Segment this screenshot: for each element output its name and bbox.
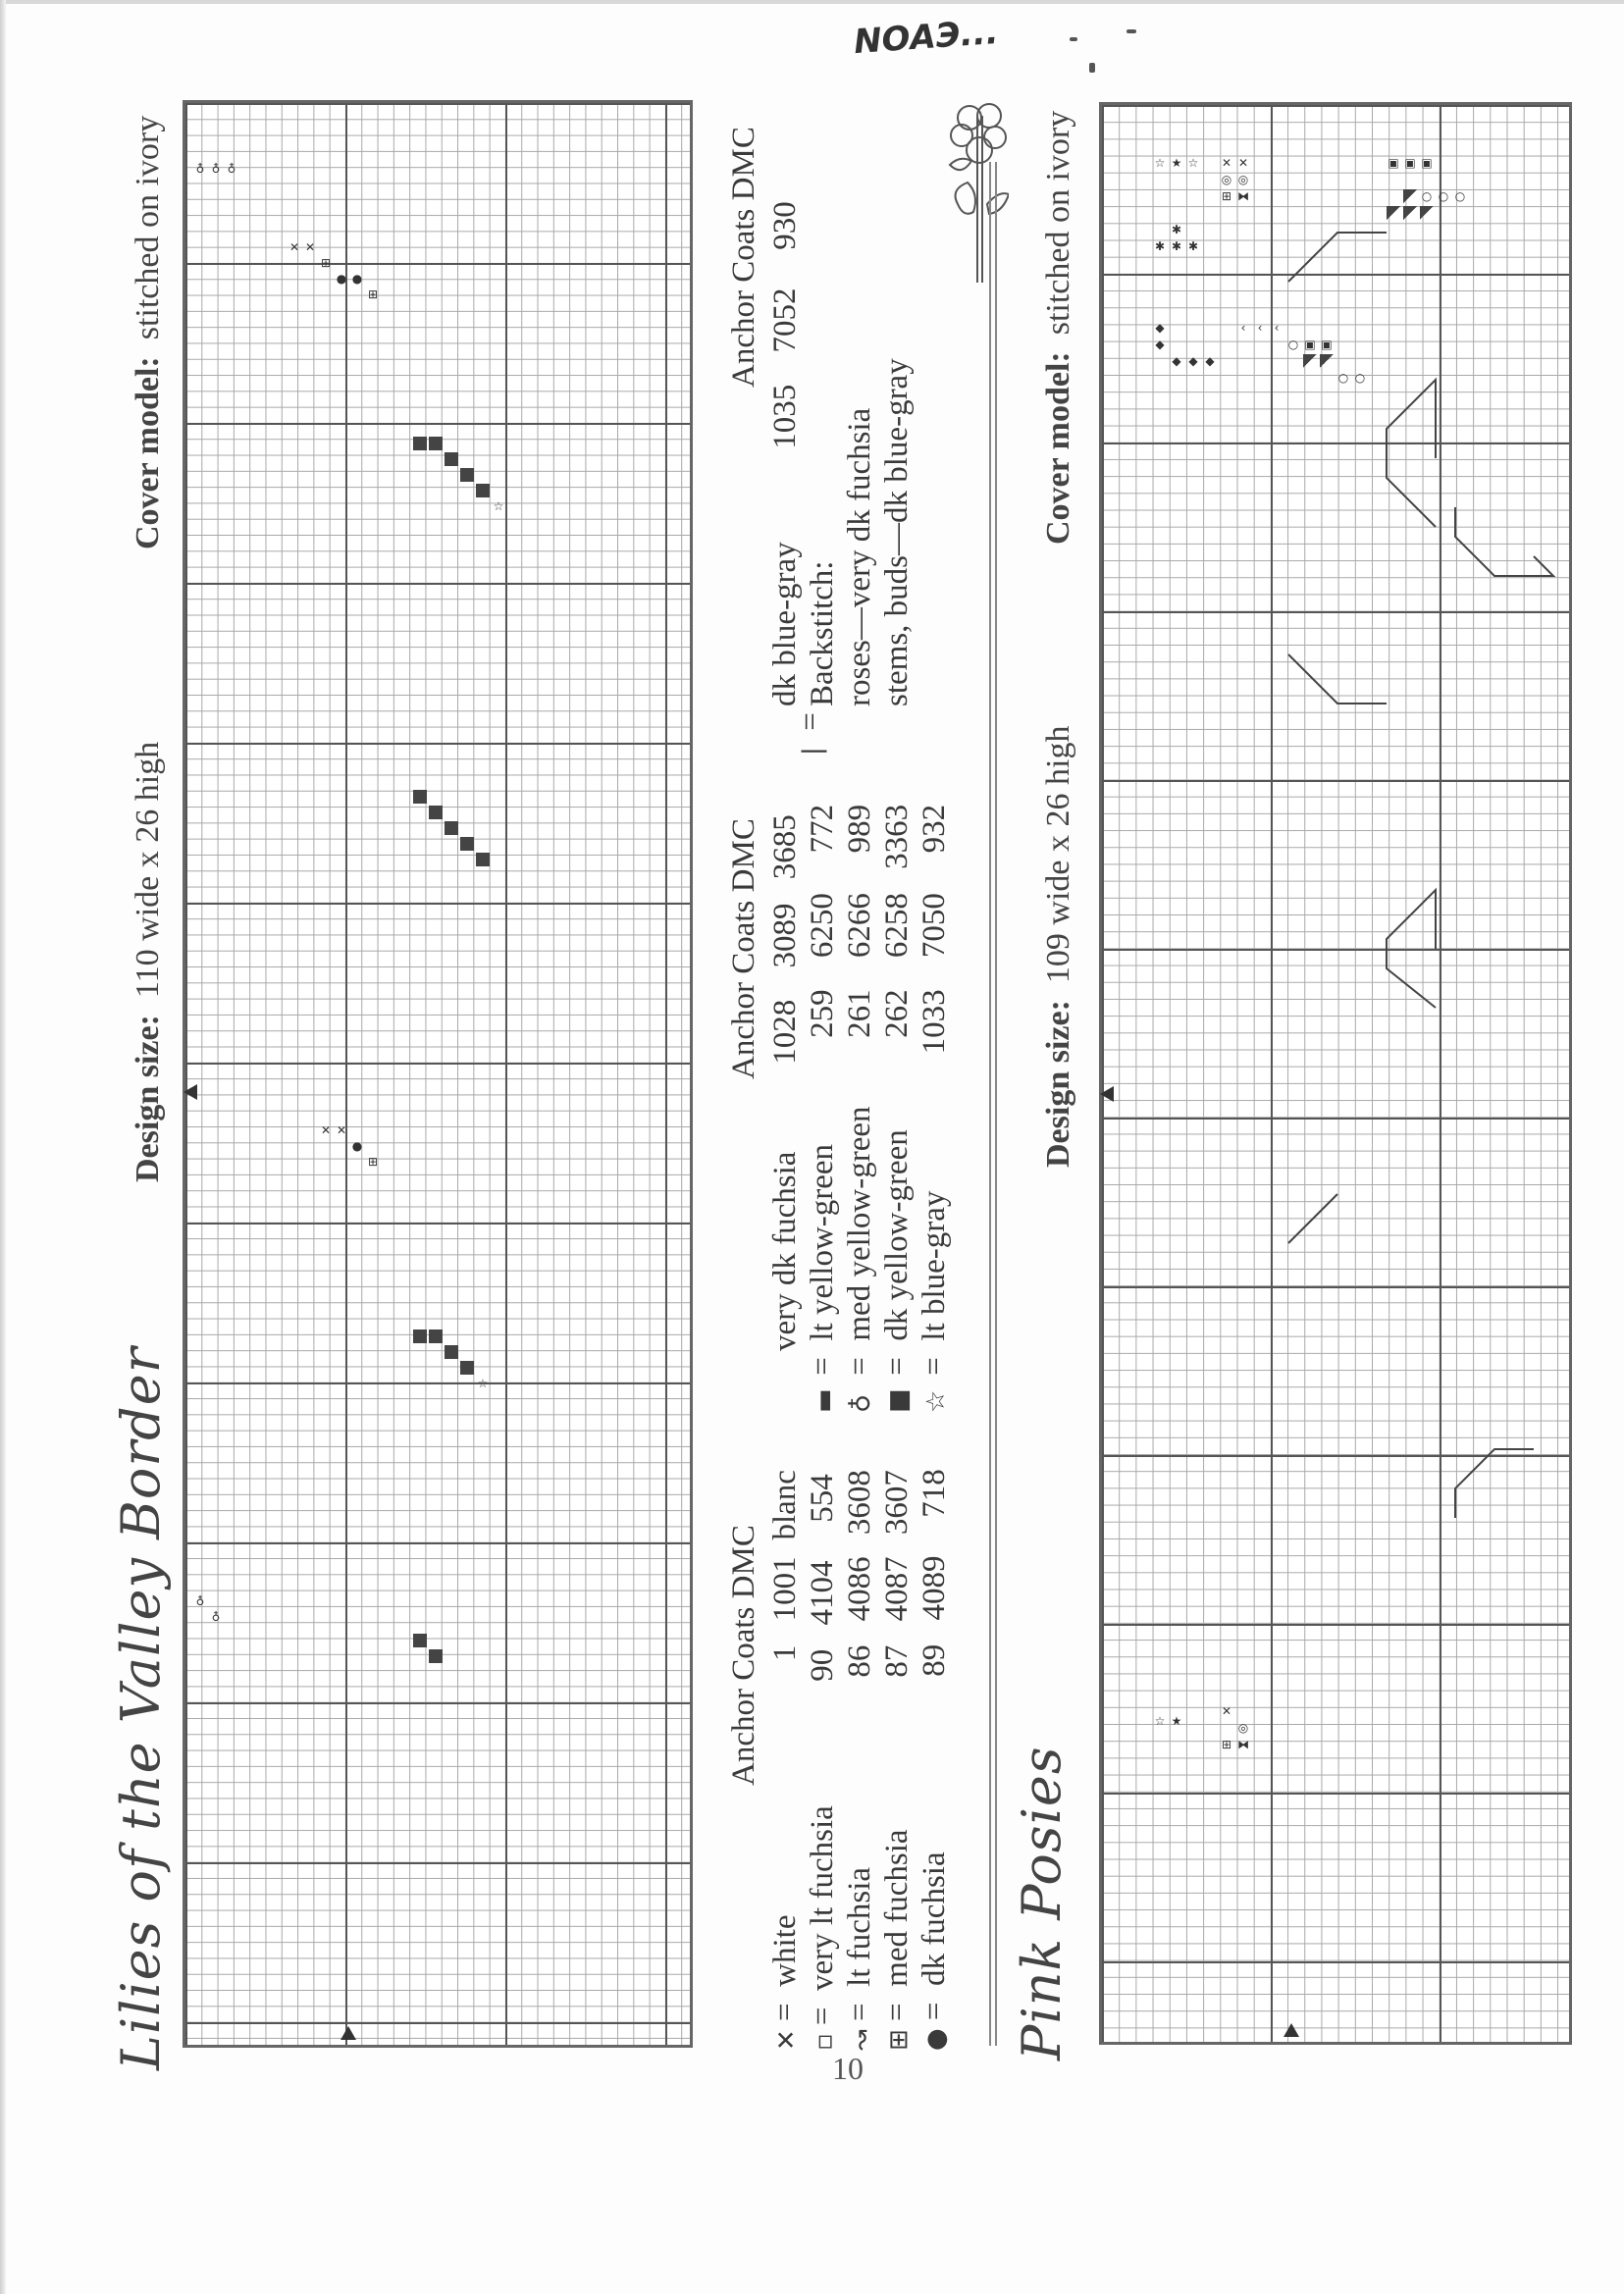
symbol-fill bbox=[429, 437, 443, 450]
anchor-number: 86 bbox=[842, 1644, 877, 1678]
scan-speck bbox=[1126, 29, 1136, 33]
dash-symbol-icon: ▬ bbox=[810, 1388, 839, 1413]
legend3-header bbox=[726, 127, 762, 388]
symbol-heart-box: ▣ bbox=[1304, 338, 1316, 351]
dmc-number: 930 bbox=[767, 201, 803, 250]
legend-bar-symbol-row: | = bbox=[793, 712, 828, 756]
legend-row bbox=[767, 814, 804, 1413]
handwritten-note: NOAЭ... bbox=[852, 12, 1000, 63]
symbol-x: ✕ bbox=[320, 1123, 332, 1137]
coats-number: 4086 bbox=[842, 1556, 877, 1622]
symbol-diamond: ◆ bbox=[1205, 354, 1215, 368]
header-coats: Coats bbox=[726, 1606, 761, 1681]
pattern2-title: Pink Posies bbox=[1011, 1746, 1073, 2060]
center-marker-arrow bbox=[341, 2026, 356, 2040]
symbol-star: ☆ bbox=[477, 1377, 489, 1390]
symbol-dot: ● bbox=[351, 272, 363, 286]
color-name: very dk fuchsia bbox=[767, 1151, 803, 1351]
coats-number: 6266 bbox=[842, 893, 877, 959]
anchor-number: 89 bbox=[917, 1643, 952, 1677]
pattern1-title: Lilies of the Valley Border bbox=[110, 1346, 172, 2070]
coats-number: 7052 bbox=[767, 287, 803, 353]
symbol-heart-box: ▣ bbox=[1388, 156, 1399, 170]
legend-row: ■ = dk yellow-green 262 6258 3363 bbox=[879, 804, 915, 1413]
page-binding-edge bbox=[0, 0, 6, 2294]
symbol-diamond: ◆ bbox=[1155, 321, 1165, 335]
flower-bud-symbol-icon: ♁ bbox=[847, 1393, 876, 1413]
symbol-star: ☆ bbox=[493, 499, 504, 513]
x-symbol-icon: ✕ bbox=[772, 2029, 802, 2051]
symbol-ring: ○ bbox=[1438, 189, 1449, 203]
symbol-x: ✕ bbox=[1221, 1704, 1232, 1718]
symbol-dot: ● bbox=[351, 1139, 363, 1153]
symbol-fill bbox=[460, 468, 474, 482]
dmc-number: 718 bbox=[917, 1469, 952, 1518]
color-name: white bbox=[767, 1914, 803, 1987]
cover-model-value: stitched on ivory bbox=[130, 115, 166, 340]
outline-star-symbol-icon: ☆ bbox=[921, 1389, 951, 1413]
symbol-bowtie: ⧓ bbox=[1237, 1738, 1249, 1751]
symbol-bud: ♁ bbox=[195, 162, 205, 176]
design-size-label: Design size: bbox=[130, 1015, 166, 1182]
symbol-diamond: ◆ bbox=[1155, 338, 1165, 351]
filled-circle-symbol-icon: ● bbox=[921, 2028, 951, 2051]
symbol-heart-box: ▣ bbox=[1404, 156, 1416, 170]
symbol-ring: ○ bbox=[1354, 371, 1366, 385]
symbol-plus: ⊞ bbox=[320, 256, 332, 270]
dmc-number: 3607 bbox=[879, 1470, 915, 1536]
legend-row: ♁ = med yellow-green 261 6266 989 bbox=[842, 804, 877, 1413]
color-name: lt yellow-green bbox=[805, 1143, 840, 1341]
pattern2-design-size bbox=[1040, 726, 1077, 1168]
anchor-number: 87 bbox=[879, 1644, 915, 1678]
legend1-header bbox=[726, 1525, 762, 1786]
symbol-ring: ○ bbox=[1337, 371, 1349, 385]
cover-model-label: Cover model: bbox=[1040, 351, 1076, 545]
symbol-heart-box: ▣ bbox=[1321, 338, 1333, 351]
symbol-asterisk: ✱ bbox=[1154, 239, 1166, 253]
symbol-fill bbox=[445, 1345, 458, 1359]
legend2-header bbox=[726, 818, 762, 1079]
center-marker-arrow bbox=[1100, 1086, 1114, 1102]
symbol-fill bbox=[429, 1329, 443, 1343]
legend-row: ● = dk fuchsia 89 4089 718 bbox=[917, 1469, 952, 2051]
symbol-x: ✕ bbox=[1221, 156, 1232, 170]
symbol-bud: ♁ bbox=[227, 162, 236, 176]
anchor-number: 1033 bbox=[917, 989, 952, 1055]
color-name: dk blue-gray bbox=[767, 542, 803, 706]
anchor-number: 262 bbox=[879, 989, 915, 1038]
symbol-fill bbox=[476, 853, 490, 866]
header-anchor: Anchor bbox=[726, 982, 761, 1079]
symbol-star-filled: ★ bbox=[1171, 1714, 1182, 1728]
header-coats: Coats bbox=[726, 900, 761, 974]
scan-speck bbox=[1070, 37, 1077, 41]
legend-row: ▫ = very lt fuchsia 90 4104 554 bbox=[805, 1474, 840, 2051]
anchor-number: 1028 bbox=[767, 999, 803, 1065]
header-anchor: Anchor bbox=[726, 1689, 761, 1786]
center-marker-arrow bbox=[1283, 2023, 1299, 2037]
color-name: med yellow-green bbox=[842, 1106, 877, 1341]
coats-number: 7050 bbox=[917, 893, 952, 959]
scan-speck bbox=[1089, 63, 1095, 73]
symbol-fill bbox=[445, 452, 458, 466]
symbol-diamond: ◆ bbox=[1188, 354, 1198, 368]
symbol-lt: ‹ bbox=[1240, 321, 1246, 335]
flower-ornament-icon bbox=[940, 96, 1009, 283]
dmc-number: 772 bbox=[805, 804, 840, 854]
filled-square-symbol-icon: ■ bbox=[884, 1388, 914, 1413]
color-name: dk fuchsia bbox=[917, 1851, 952, 1986]
symbol-star: ☆ bbox=[1154, 156, 1166, 170]
symbol-diamond: ◆ bbox=[1172, 354, 1181, 368]
boxed-plus-symbol-icon: ⊞ bbox=[884, 2029, 914, 2051]
small-square-symbol-icon: ▫ bbox=[810, 2033, 839, 2051]
anchor-number: 1 bbox=[767, 1644, 803, 1662]
pink-posies-chart-grid bbox=[1099, 102, 1572, 2045]
symbol-bowtie: ⧓ bbox=[1237, 189, 1249, 203]
symbol-fill bbox=[413, 1634, 427, 1647]
symbol-bud: ♁ bbox=[211, 162, 221, 176]
backstitch-roses: roses—very dk fuchsia bbox=[842, 407, 877, 706]
anchor-number: 1035 bbox=[767, 384, 803, 449]
symbol-fill bbox=[460, 1361, 474, 1375]
color-name: med fuchsia bbox=[879, 1829, 915, 1987]
symbol-fill bbox=[413, 1329, 427, 1343]
dmc-number: 554 bbox=[805, 1474, 840, 1523]
lilies-chart-grid bbox=[183, 100, 693, 2048]
dmc-number: 3363 bbox=[879, 804, 915, 869]
symbol-bud: ♁ bbox=[195, 1594, 205, 1608]
dmc-number: 989 bbox=[842, 804, 877, 854]
symbol-bud: ♁ bbox=[211, 1610, 221, 1624]
section-divider bbox=[989, 162, 997, 2046]
header-dmc: DMC bbox=[726, 127, 761, 201]
color-name: dk yellow-green bbox=[879, 1129, 915, 1341]
coats-number: 4087 bbox=[879, 1556, 915, 1622]
pattern1-design-size bbox=[130, 742, 167, 1182]
dmc-number: 3685 bbox=[767, 814, 803, 880]
anchor-number: 261 bbox=[842, 989, 877, 1038]
symbol-asterisk: ✱ bbox=[1187, 239, 1199, 253]
legend-row: ⊞ = med fuchsia 87 4087 3607 bbox=[879, 1470, 915, 2051]
dmc-number: blanc bbox=[767, 1470, 803, 1540]
symbol-star: ☆ bbox=[1187, 156, 1199, 170]
coats-number: 3089 bbox=[767, 903, 803, 968]
legend-row: ↝ = lt fuchsia 86 4086 3608 bbox=[842, 1470, 877, 2051]
coats-number: 4089 bbox=[917, 1555, 952, 1621]
header-dmc: DMC bbox=[726, 818, 761, 893]
coats-number: 1001 bbox=[767, 1556, 803, 1622]
dmc-number: 3608 bbox=[842, 1470, 877, 1536]
symbol-x: ✕ bbox=[336, 1123, 347, 1137]
coats-number: 6250 bbox=[805, 893, 840, 959]
symbol-heart-box: ▣ bbox=[1421, 156, 1433, 170]
cover-model-value: stitched on ivory bbox=[1040, 110, 1076, 336]
center-marker-arrow bbox=[183, 1084, 197, 1100]
symbol-circle: ◎ bbox=[1237, 173, 1249, 186]
symbol-plus: ⊞ bbox=[1221, 189, 1232, 203]
coats-number: 6258 bbox=[879, 893, 915, 959]
symbol-fill bbox=[460, 837, 474, 851]
legend-row: ☆ = lt blue-gray 1033 7050 932 bbox=[917, 804, 952, 1413]
backstitch-lines bbox=[1102, 105, 1575, 2048]
pattern1-cover-model bbox=[130, 116, 167, 549]
legend-row: ✕ = white 1 1001 blanc bbox=[767, 1470, 803, 2051]
header-anchor: Anchor bbox=[726, 290, 761, 388]
symbol-circle: ◎ bbox=[1237, 1721, 1249, 1735]
symbol-star-filled: ★ bbox=[1171, 156, 1182, 170]
symbol-ring: ○ bbox=[1287, 338, 1299, 351]
page-number: 10 bbox=[832, 2051, 864, 2086]
symbol-ring: ○ bbox=[1421, 189, 1433, 203]
color-name: very lt fuchsia bbox=[805, 1805, 840, 1991]
symbol-fill bbox=[413, 790, 427, 804]
symbol-ring: ○ bbox=[1454, 189, 1466, 203]
symbol-asterisk: ✱ bbox=[1171, 223, 1182, 236]
dmc-number: 932 bbox=[917, 804, 952, 854]
symbol-dot: ● bbox=[336, 272, 347, 286]
bar-symbol-icon: | bbox=[798, 747, 827, 756]
symbol-plus: ⊞ bbox=[1221, 1738, 1232, 1751]
design-size-value: 109 wide x 26 high bbox=[1040, 725, 1076, 984]
symbol-fill bbox=[429, 806, 443, 819]
design-size-label: Design size: bbox=[1040, 1000, 1076, 1168]
symbol-x: ✕ bbox=[288, 240, 300, 254]
symbol-x: ✕ bbox=[1237, 156, 1249, 170]
symbol-lt: ‹ bbox=[1274, 321, 1280, 335]
header-dmc: DMC bbox=[726, 1525, 761, 1599]
header-coats: Coats bbox=[726, 208, 761, 283]
legend-row: ▬ = lt yellow-green 259 6250 772 bbox=[805, 804, 840, 1413]
symbol-star: ☆ bbox=[1154, 1714, 1166, 1728]
symbol-lt: ‹ bbox=[1257, 321, 1263, 335]
pattern2-cover-model bbox=[1040, 111, 1077, 545]
color-name: lt fuchsia bbox=[842, 1866, 877, 1987]
page-top-edge bbox=[0, 0, 1624, 4]
coats-number: 4104 bbox=[805, 1560, 840, 1626]
symbol-fill bbox=[429, 1649, 443, 1663]
symbol-x: ✕ bbox=[304, 240, 316, 254]
symbol-plus: ⊞ bbox=[367, 287, 379, 301]
legend-row bbox=[767, 201, 804, 706]
symbol-fill bbox=[413, 437, 427, 450]
anchor-number: 259 bbox=[805, 989, 840, 1038]
lilies-stitch-symbols bbox=[185, 103, 690, 2045]
legend-backstitch-label: Backstitch: bbox=[805, 560, 840, 706]
symbol-asterisk: ✱ bbox=[1171, 239, 1182, 253]
design-size-value: 110 wide x 26 high bbox=[130, 741, 166, 999]
symbol-plus: ⊞ bbox=[367, 1155, 379, 1169]
color-name: lt blue-gray bbox=[917, 1190, 952, 1341]
symbol-fill bbox=[445, 821, 458, 835]
squiggle-symbol-icon: ↝ bbox=[847, 2029, 876, 2051]
anchor-number: 90 bbox=[805, 1648, 840, 1682]
cover-model-label: Cover model: bbox=[130, 356, 166, 549]
symbol-fill bbox=[476, 484, 490, 497]
symbol-circle: ◎ bbox=[1221, 173, 1232, 186]
backstitch-stems: stems, buds—dk blue-gray bbox=[879, 358, 915, 706]
